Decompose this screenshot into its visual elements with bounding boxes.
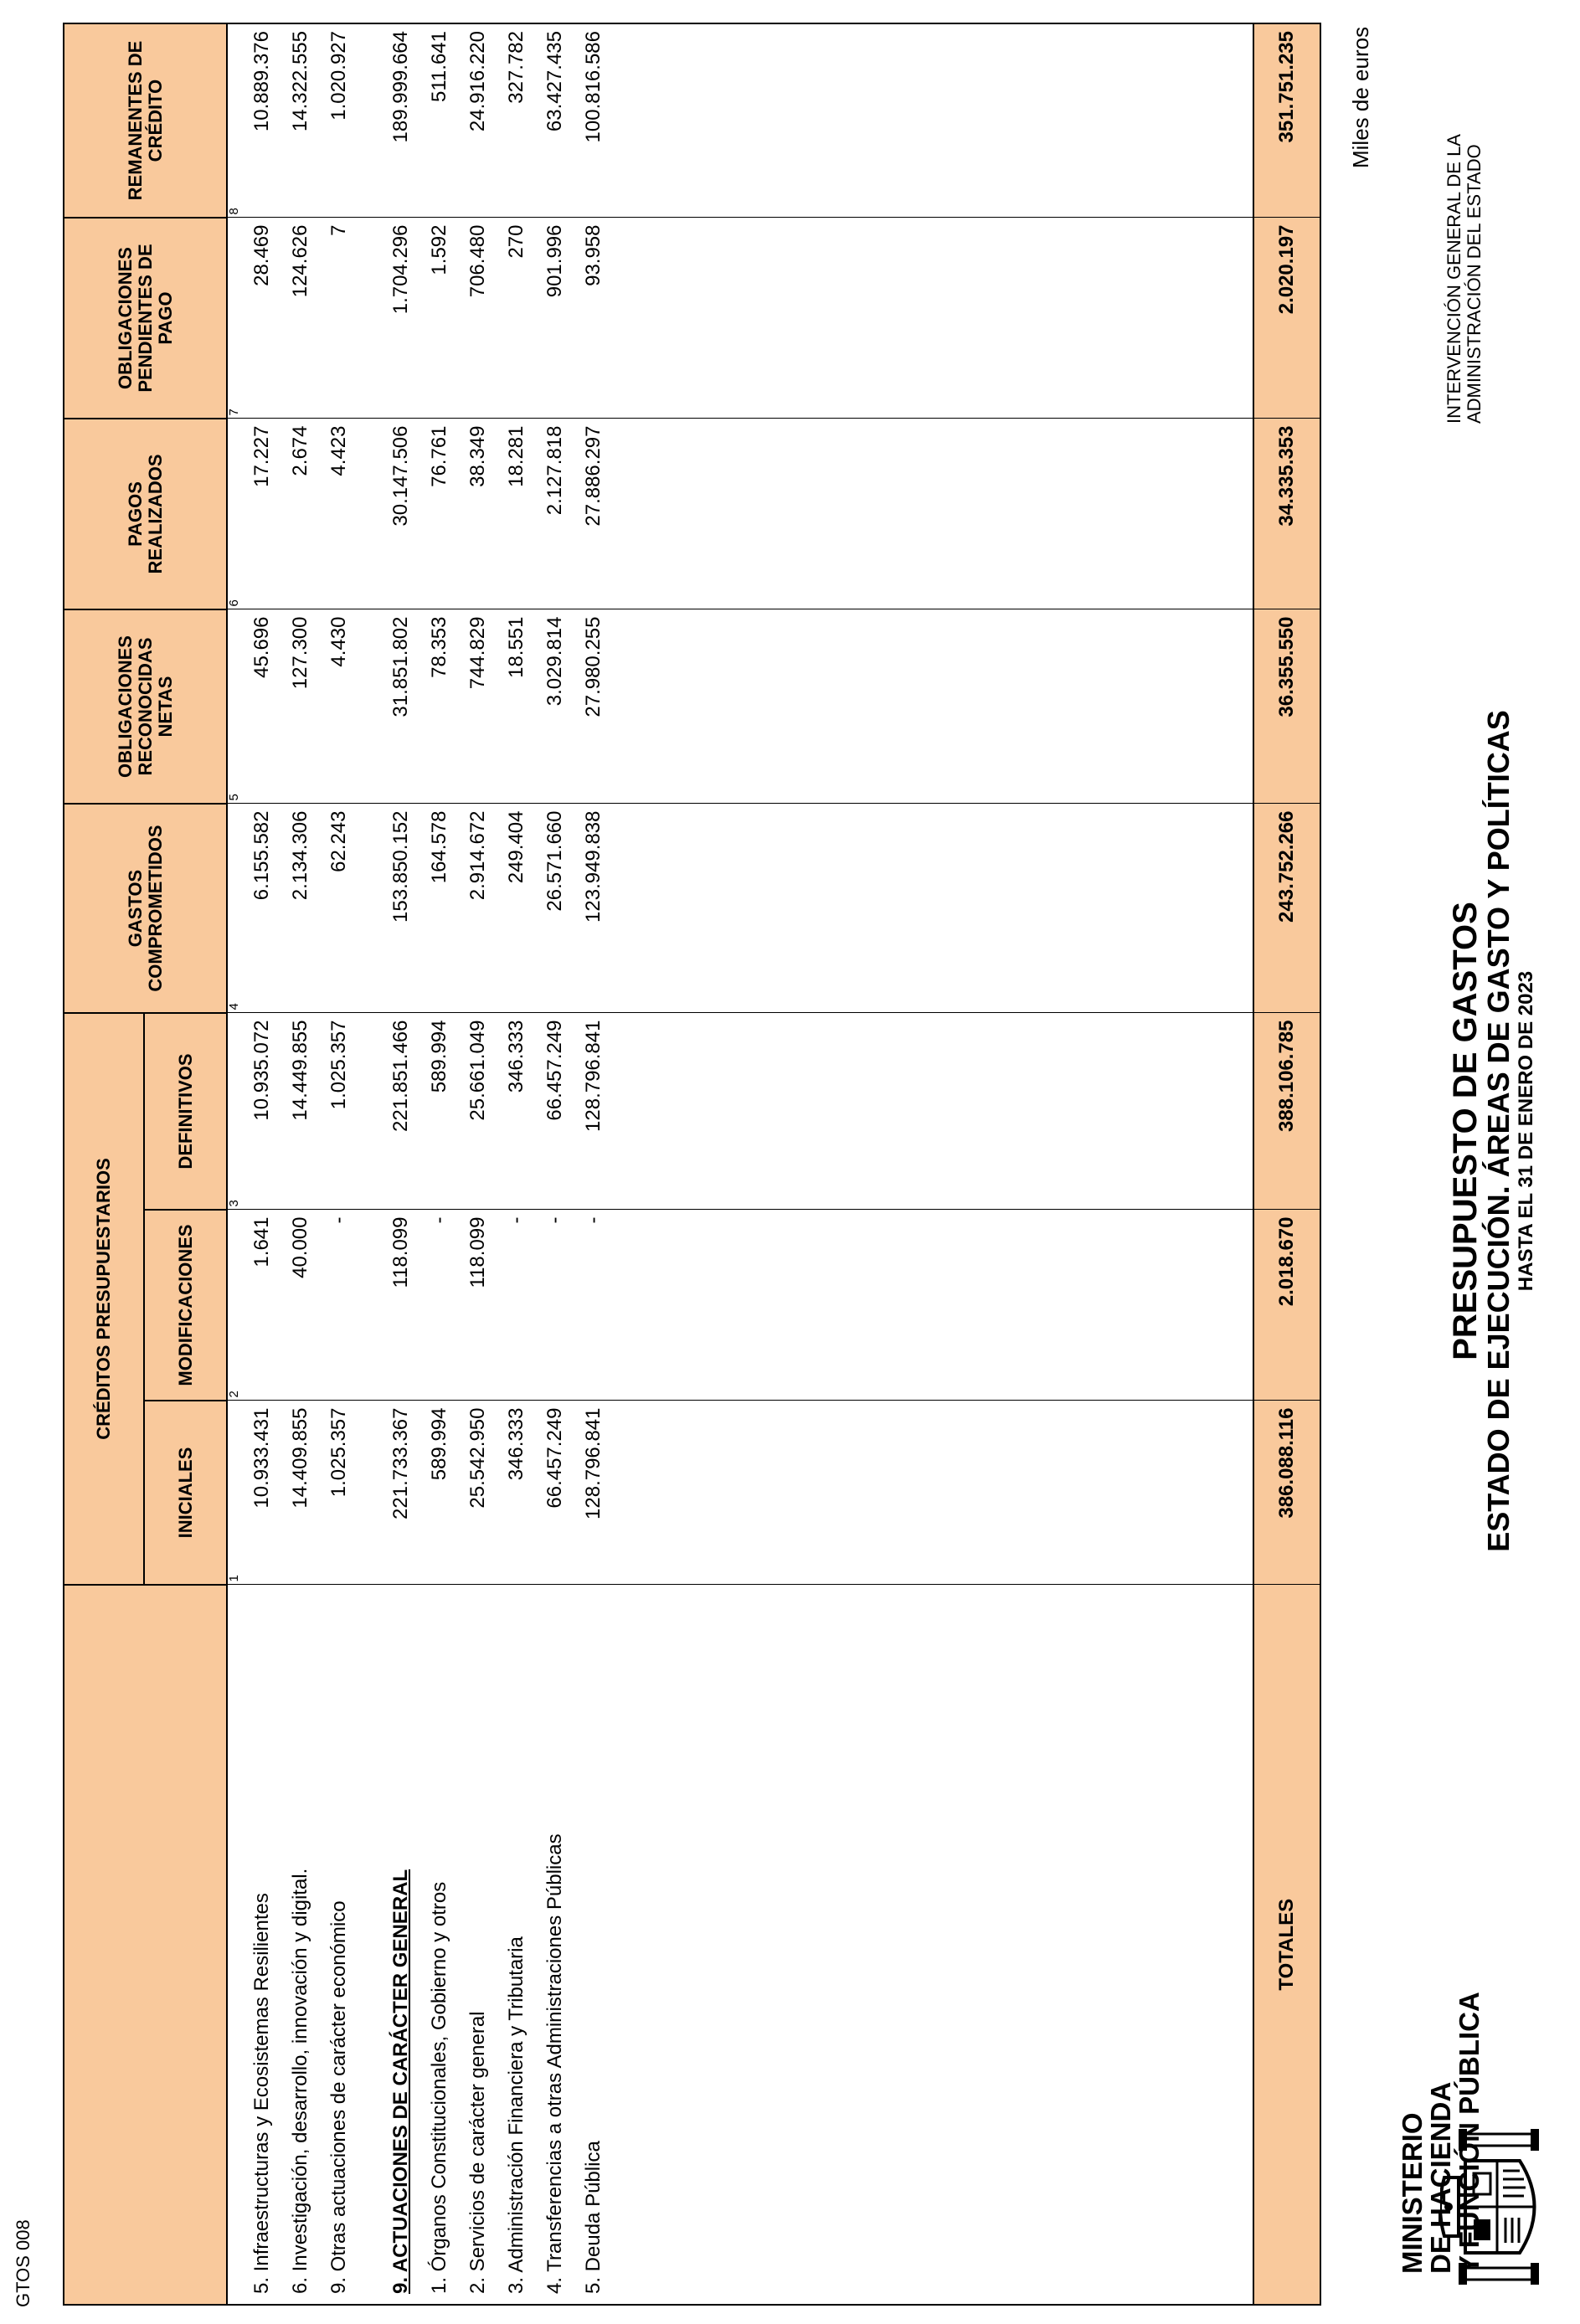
value-cell: 31.851.802 xyxy=(382,609,420,804)
value-cell: 346.333 xyxy=(497,1013,536,1210)
value-cell: 17.227 xyxy=(243,419,281,609)
header-modificaciones: MODIFICACIONES xyxy=(144,1210,227,1401)
value-cell: 153.850.152 xyxy=(382,804,420,1013)
total-cell: 351.751.235 xyxy=(1253,23,1320,218)
value-cell: 2.674 xyxy=(281,419,320,609)
table-row xyxy=(281,23,320,2305)
value-cell: 6.155.582 xyxy=(243,804,281,1013)
value-cell: 127.300 xyxy=(281,609,320,804)
value-cell: 2.127.818 xyxy=(536,419,574,609)
value-cell: 25.542.950 xyxy=(459,1401,497,1585)
value-cell: 4.430 xyxy=(320,609,358,804)
label-column-header xyxy=(64,1585,227,2305)
value-cell: 27.886.297 xyxy=(574,419,613,609)
value-cell: 62.243 xyxy=(320,804,358,1013)
value-cell: 28.469 xyxy=(243,218,281,419)
row-label: 5. Deuda Pública xyxy=(574,1585,613,2305)
total-cell: 36.355.550 xyxy=(1253,609,1320,804)
value-cell: 123.949.838 xyxy=(574,804,613,1013)
total-cell: 243.752.266 xyxy=(1253,804,1320,1013)
value-cell: 10.933.431 xyxy=(243,1401,281,1585)
value-cell: 3.029.814 xyxy=(536,609,574,804)
header-definitivos: DEFINITIVOS xyxy=(144,1013,227,1210)
value-cell: 2.914.672 xyxy=(459,804,497,1013)
column-number: 2 xyxy=(227,1210,243,1401)
value-cell: 1.641 xyxy=(243,1210,281,1401)
value-cell: 511.641 xyxy=(420,23,459,218)
value-cell: - xyxy=(420,1210,459,1401)
column-number: 8 xyxy=(227,23,243,218)
column-number: 6 xyxy=(227,419,243,609)
value-cell: 27.980.255 xyxy=(574,609,613,804)
column-number: 4 xyxy=(227,804,243,1013)
header-obligaciones-pendientes: OBLIGACIONES PENDIENTES DE PAGO xyxy=(64,218,227,419)
value-cell: 164.578 xyxy=(420,804,459,1013)
value-cell: 63.427.435 xyxy=(536,23,574,218)
igae-line: ADMINISTRACIÓN DEL ESTADO xyxy=(1464,144,1485,424)
value-cell: 1.704.296 xyxy=(382,218,420,419)
totals-row xyxy=(1253,23,1320,2305)
total-cell: 2.020.197 xyxy=(1253,218,1320,419)
table-row xyxy=(536,23,574,2305)
value-cell: 221.733.367 xyxy=(382,1401,420,1585)
value-cell: 14.409.855 xyxy=(281,1401,320,1585)
value-cell: 124.626 xyxy=(281,218,320,419)
value-cell: 100.816.586 xyxy=(574,23,613,218)
value-cell: 249.404 xyxy=(497,804,536,1013)
value-cell: 118.099 xyxy=(382,1210,420,1401)
header-pagos-realizados: PAGOS REALIZADOS xyxy=(64,419,227,609)
value-cell: 78.353 xyxy=(420,609,459,804)
value-cell: 221.851.466 xyxy=(382,1013,420,1210)
table-row xyxy=(459,23,497,2305)
total-cell: 2.018.670 xyxy=(1253,1210,1320,1401)
value-cell: 1.025.357 xyxy=(320,1013,358,1210)
row-label: 5. Infraestructuras y Ecosistemas Resilientes xyxy=(243,1585,281,2305)
value-cell: - xyxy=(536,1210,574,1401)
value-cell: 14.322.555 xyxy=(281,23,320,218)
value-cell: 2.134.306 xyxy=(281,804,320,1013)
value-cell: 24.916.220 xyxy=(459,23,497,218)
column-number: 5 xyxy=(227,609,243,804)
value-cell: 1.020.927 xyxy=(320,23,358,218)
value-cell: 589.994 xyxy=(420,1401,459,1585)
value-cell: - xyxy=(497,1210,536,1401)
value-cell: 189.999.664 xyxy=(382,23,420,218)
header-remanentes-credito: REMANENTES DE CRÉDITO xyxy=(64,23,227,218)
table-row-section xyxy=(382,23,420,2305)
value-cell: - xyxy=(574,1210,613,1401)
value-cell: 40.000 xyxy=(281,1210,320,1401)
value-cell: 7 xyxy=(320,218,358,419)
column-number: 7 xyxy=(227,218,243,419)
column-number: 3 xyxy=(227,1013,243,1210)
table-row xyxy=(320,23,358,2305)
row-label: 9. Otras actuaciones de carácter económico xyxy=(320,1585,358,2305)
igae-line: INTERVENCIÓN GENERAL DE LA xyxy=(1444,134,1464,424)
totals-label: TOTALES xyxy=(1253,1585,1320,2305)
value-cell: 1.025.357 xyxy=(320,1401,358,1585)
row-label: 3. Administración Financiera y Tributaria xyxy=(497,1585,536,2305)
value-cell: - xyxy=(320,1210,358,1401)
section-label: 9. ACTUACIONES DE CARÁCTER GENERAL xyxy=(382,1585,420,2305)
igae-label xyxy=(1444,134,1485,424)
table-row xyxy=(574,23,613,2305)
value-cell: 346.333 xyxy=(497,1401,536,1585)
value-cell: 30.147.506 xyxy=(382,419,420,609)
value-cell: 38.349 xyxy=(459,419,497,609)
title-main: PRESUPUESTO DE GASTOS xyxy=(1447,902,1484,1360)
document-code: GTOS 008 xyxy=(13,2219,33,2307)
title-sub: ESTADO DE EJECUCIÓN. ÁREAS DE GASTO Y POLÍTICAS xyxy=(1481,710,1516,1552)
column-number: 1 xyxy=(227,1401,243,1585)
value-cell: 14.449.855 xyxy=(281,1013,320,1210)
row-label: 6. Investigación, desarrollo, innovación y digital. xyxy=(281,1585,320,2305)
total-cell: 388.106.785 xyxy=(1253,1013,1320,1210)
value-cell: 10.935.072 xyxy=(243,1013,281,1210)
header-creditos-presupuestarios: CRÉDITOS PRESUPUESTARIOS xyxy=(64,1013,144,1585)
row-label: 4. Transferencias a otras Administraciones Públicas xyxy=(536,1585,574,2305)
table-row xyxy=(497,23,536,2305)
header-iniciales: INICIALES xyxy=(144,1401,227,1585)
row-label: 1. Órganos Constitucionales, Gobierno y otros xyxy=(420,1585,459,2305)
value-cell: 589.994 xyxy=(420,1013,459,1210)
value-cell: 93.958 xyxy=(574,218,613,419)
header-gastos-comprometidos: GASTOS COMPROMETIDOS xyxy=(64,804,227,1013)
value-cell: 706.480 xyxy=(459,218,497,419)
total-cell: 386.088.116 xyxy=(1253,1401,1320,1585)
report-title xyxy=(1449,524,1537,1738)
value-cell: 76.761 xyxy=(420,419,459,609)
total-cell: 34.335.353 xyxy=(1253,419,1320,609)
row-label: 2. Servicios de carácter general xyxy=(459,1585,497,2305)
value-cell: 25.661.049 xyxy=(459,1013,497,1210)
ministry-line: Y FUNCIÓN PÚBLICA xyxy=(1454,1992,1485,2274)
budget-table xyxy=(63,23,1321,2306)
value-cell: 744.829 xyxy=(459,609,497,804)
value-cell: 66.457.249 xyxy=(536,1013,574,1210)
value-cell: 26.571.660 xyxy=(536,804,574,1013)
table-row xyxy=(243,23,281,2305)
table-row xyxy=(420,23,459,2305)
value-cell: 45.696 xyxy=(243,609,281,804)
ministry-name xyxy=(1398,1992,1484,2274)
value-cell: 118.099 xyxy=(459,1210,497,1401)
value-cell: 128.796.841 xyxy=(574,1401,613,1585)
title-date: HASTA EL 31 DE ENERO DE 2023 xyxy=(1515,970,1537,1292)
units-label: Miles de euros xyxy=(1348,26,1373,168)
value-cell: 66.457.249 xyxy=(536,1401,574,1585)
value-cell: 10.889.376 xyxy=(243,23,281,218)
value-cell: 1.592 xyxy=(420,218,459,419)
value-cell: 128.796.841 xyxy=(574,1013,613,1210)
header-obligaciones-reconocidas: OBLIGACIONES RECONOCIDAS NETAS xyxy=(64,609,227,804)
value-cell: 270 xyxy=(497,218,536,419)
value-cell: 18.281 xyxy=(497,419,536,609)
value-cell: 327.782 xyxy=(497,23,536,218)
value-cell: 4.423 xyxy=(320,419,358,609)
ministry-line: MINISTERIO xyxy=(1397,2112,1428,2274)
value-cell: 901.996 xyxy=(536,218,574,419)
ministry-line: DE HACIENDA xyxy=(1425,2081,1456,2274)
value-cell: 18.551 xyxy=(497,609,536,804)
